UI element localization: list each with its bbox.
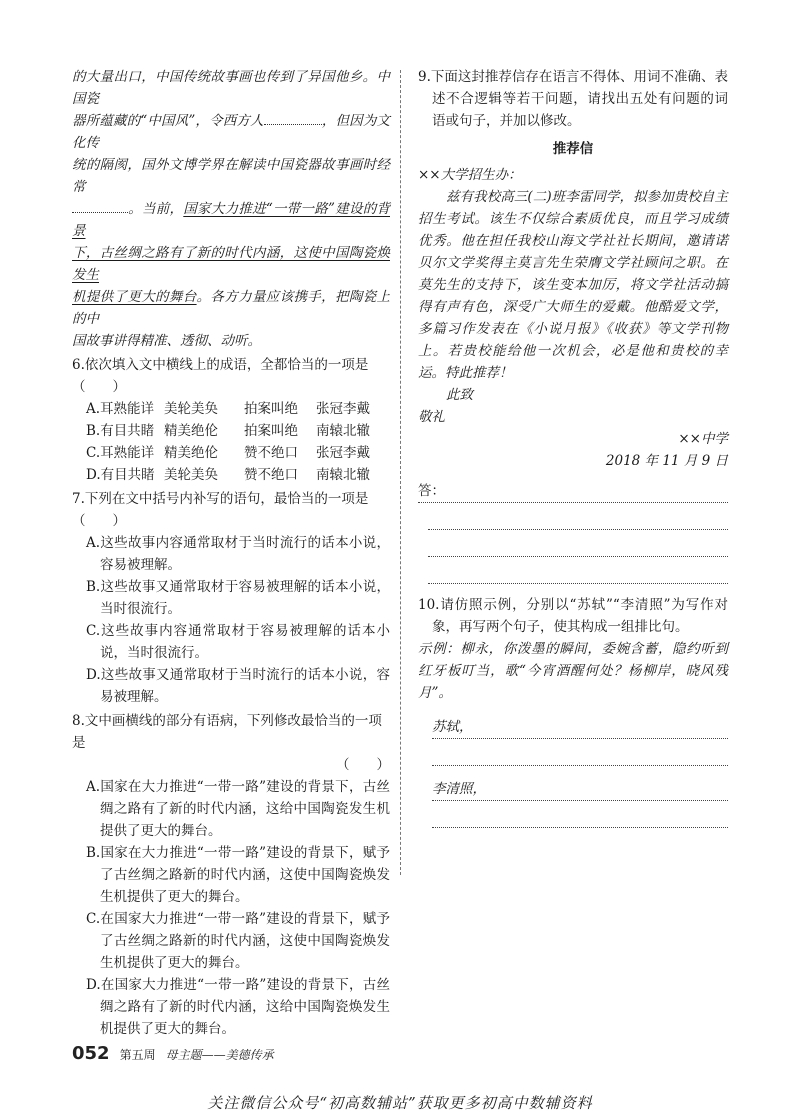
option-b: B.有目共睹 精美绝伦 拍案叫绝 南辕北辙 [86, 423, 370, 439]
answer-label: 答： [418, 483, 445, 499]
underlined-text: 下，古丝绸之路有了新的时代内涵，这使中国陶瓷焕发生 [72, 245, 390, 283]
question-10-stem: 10.请仿照示例，分别以“苏轼”“李清照”为写作对象，再写两个句子，使其构成一组排比句。 [418, 597, 728, 635]
letter-closing: 此致 [446, 387, 473, 403]
answer-line[interactable] [428, 503, 728, 530]
page-footer [72, 1043, 274, 1064]
letter-body: 兹有我校高三(二)班李雷同学，拟参加贵校自主招生考试。该生不仅综合素质优良，而且学习成绩优秀。他在担任我校山海文学社社长期间，邀请诺贝尔文学奖得主莫言先生荣膺文学社顾问之职。在莫先生的支持下，该生变本加厉，将文学社活动搞得有声有色，深受广大师生的爱戴。他酷爱文学，多篇习作发表在《小说月报》《收获》等文学刊物上。若贵校能给他一次机会，必是他和贵校的幸运。特此推荐！ [418, 189, 728, 381]
question-9-stem: 9.下面这封推荐信存在语言不得体、用词不准确、表述不合逻辑等若干问题，请找出五处有问题的词语或句子，并加以修改。 [418, 69, 728, 129]
option-d: D.这些故事又通常取材于当时流行的话本小说，容易被理解。 [86, 667, 390, 705]
letter-signer: ××中学 [678, 431, 728, 447]
option-c: C.耳熟能详 精美绝伦 赞不绝口 张冠李戴 [86, 445, 370, 461]
passage-line: 机提供了更大的舞台。各方力量应该携手，把陶瓷上的中 [72, 289, 391, 327]
underlined-text: 国家大力推进“一带一路”建设的背景 [72, 201, 390, 239]
option-c: C.在国家大力推进“一带一路”建设的背景下，赋予了古丝绸之路新的时代内涵，这使中国陶瓷焕发生机提供了更大的舞台。 [86, 911, 390, 971]
page-number: 052 [72, 1043, 110, 1064]
passage-line: 统的隔阂，国外文博学界在解读中国瓷器故事画时经常 [72, 157, 390, 195]
answer-paren: （ ） [336, 757, 390, 773]
fill-blank [72, 198, 128, 213]
question-6-options [72, 398, 390, 486]
answer-label: 苏轼， [432, 719, 473, 735]
week-label: 第五周 [119, 1048, 156, 1062]
option-b: B.这些故事又通常取材于容易被理解的话本小说，当时很流行。 [86, 579, 390, 617]
answer-line[interactable] [432, 801, 728, 828]
underlined-text: 机提供了更大的舞台 [72, 289, 197, 305]
option-d: D.有目共睹 美轮美奂 赞不绝口 南辕北辙 [86, 467, 370, 483]
answer-line[interactable] [428, 530, 728, 557]
option-c: C.这些故事内容通常取材于容易被理解的话本小说，当时很流行。 [86, 623, 390, 661]
option-a: A.耳熟能详 美轮美奂 拍案叫绝 张冠李戴 [86, 401, 370, 417]
letter-salutation: ××大学招生办： [418, 167, 522, 183]
letter-date: 2018 年 11 月 9 日 [605, 453, 728, 469]
passage-line: 的大量出口，中国传统故事画也传到了异国他乡。中国瓷 [72, 69, 390, 107]
question-6-stem: 6.依次填入文中横线上的成语，全都恰当的一项是（ ） [72, 357, 369, 395]
answer-label: 李清照， [432, 781, 486, 797]
passage-line: 。当前，国家大力推进“一带一路”建设的背景 [72, 198, 390, 242]
passage-line: 国故事讲得精准、透彻、动听。 [72, 333, 261, 349]
question-8-stem: 8.文中画横线的部分有语病，下列修改最恰当的一项是 [72, 713, 382, 751]
column-divider [400, 70, 401, 875]
left-column [72, 66, 390, 1040]
answer-area-su-shi[interactable] [418, 712, 728, 766]
promo-banner: 关注微信公众号“初高数辅站”获取更多初高中数辅资料 [207, 1094, 593, 1112]
right-column [418, 66, 728, 828]
option-a: A.这些故事内容通常取材于当时流行的话本小说，容易被理解。 [86, 535, 390, 573]
option-b: B.国家在大力推进“一带一路”建设的背景下，赋予了古丝绸之路新的时代内涵，这使中国陶瓷焕发生机提供了更大的舞台。 [86, 845, 390, 905]
answer-line[interactable] [432, 739, 728, 766]
example-text: 示例：柳永，你泼墨的瞬间，委婉含蓄，隐约听到红牙板叮当，歌“今宵酒醒何处？杨柳岸，晓风残月”。 [418, 641, 728, 701]
question-7-stem: 7.下列在文中括号内补写的语句，最恰当的一项是（ ） [72, 491, 369, 529]
theme-label: 母主题——美德传承 [165, 1048, 274, 1062]
answer-area-li-qingzhao[interactable] [418, 774, 728, 828]
fill-blank [264, 110, 322, 125]
option-d: D.在国家大力推进“一带一路”建设的背景下，古丝绸之路有了新的时代内涵，这给中国陶瓷焕发生机提供了更大的舞台。 [86, 977, 390, 1037]
option-a: A.国家在大力推进“一带一路”建设的背景下，古丝绸之路有了新的时代内涵，这给中国陶瓷发生机提供了更大的舞台。 [86, 779, 390, 839]
letter-title: 推荐信 [552, 141, 594, 157]
answer-area-q9[interactable] [418, 476, 728, 584]
answer-line[interactable] [428, 557, 728, 584]
passage-line: 器所蕴藏的“中国风”，令西方人 ，但因为文化传 [72, 110, 390, 154]
letter-closing: 敬礼 [418, 409, 445, 425]
